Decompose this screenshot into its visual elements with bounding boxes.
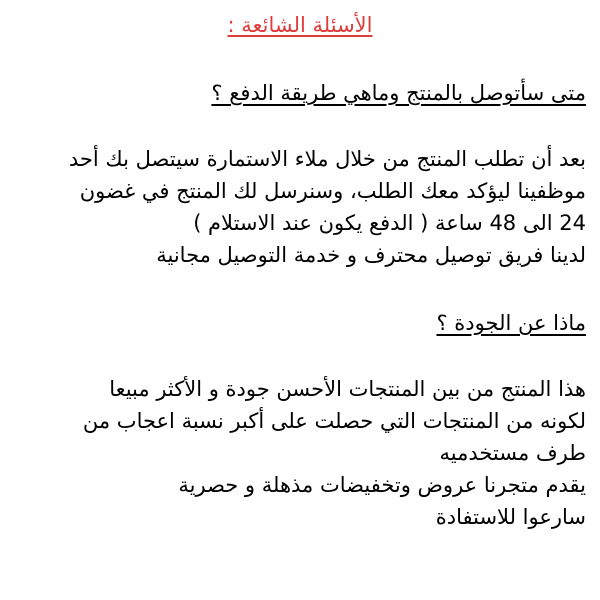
- answer-line: موظفينا ليؤكد معك الطلب، وسنرسل لك المنتج في غضون: [79, 179, 586, 203]
- answer-line: لدينا فريق توصيل محترف و خدمة التوصيل مجانية: [156, 243, 586, 267]
- answer-line: بعد أن تطلب المنتج من خلال ملاء الاستمارة سيتصل بك أحد: [68, 147, 586, 171]
- answer-line: هذا المنتج من بين المنتجات الأحسن جودة و الأكثر مبيعا: [109, 377, 586, 401]
- faq-question-quality: ماذا عن الجودة ؟: [436, 311, 586, 335]
- answer-line: طرف مستخدميه: [439, 441, 586, 465]
- faq-question-delivery: متى سأتوصل بالمنتج وماهي طريقة الدفع ؟: [211, 81, 586, 105]
- faq-answer-quality: [6, 373, 586, 533]
- answer-line: سارعوا للاستفادة: [435, 505, 586, 529]
- answer-line: لكونه من المنتجات التي حصلت على أكبر نسبة اعجاب من: [82, 409, 586, 433]
- faq-answer-delivery: [6, 143, 586, 271]
- answer-line: 24 الى 48 ساعة ( الدفع يكون عند الاستلام ): [193, 211, 586, 235]
- answer-line: يقدم متجرنا عروض وتخفيضات مذهلة و حصرية: [178, 473, 586, 497]
- faq-title: الأسئلة الشائعة :: [227, 13, 373, 37]
